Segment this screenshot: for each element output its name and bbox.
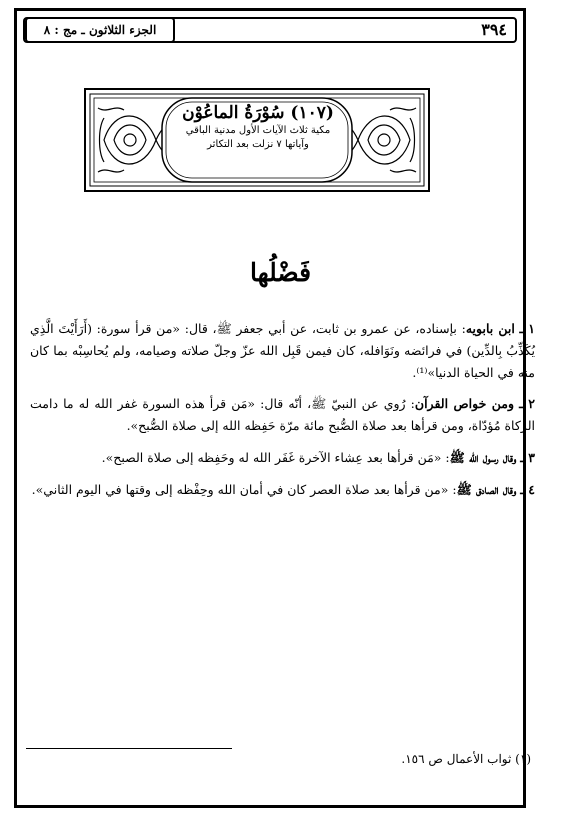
paragraph-text: : «مَن قرأها بعد عِشاء الآخرة غَفَر الله له وحَفِظه إلى صلاة الصبح». [101, 449, 450, 465]
paragraph-number: ٤ ـ [520, 481, 535, 497]
paragraph [30, 479, 535, 501]
footnote: (١) ثواب الأعمال ص ١٥٦. [401, 752, 531, 766]
body-text [30, 318, 535, 511]
paragraph-number: ٢ ـ [519, 396, 535, 412]
paragraph-lead: ابن بابويه [465, 321, 515, 336]
page-number: ٣٩٤ [481, 20, 507, 39]
page-header [23, 17, 517, 43]
surah-title: (١٠٧) سُوْرَةُ الماعُوْن [182, 103, 334, 123]
paragraph-number: ٣ ـ [520, 449, 535, 465]
paragraph-lead: وقال رسول الله ﷺ [449, 449, 517, 465]
footnote-divider [26, 748, 232, 749]
volume-label: الجزء الثلاثون ـ مج : ٨ [25, 17, 175, 43]
surah-title-panel [164, 100, 352, 176]
section-title: فَضْلُها [249, 258, 312, 287]
surah-verse-count: وآياتها ٧ نزلت بعد التكاثر [207, 139, 309, 150]
paragraph [30, 393, 535, 437]
surah-revelation-info: مكية ثلاث الآيات الأول مدنية الباقي [185, 125, 331, 136]
paragraph [30, 318, 535, 383]
paragraph-number: ١ ـ [519, 321, 535, 336]
paragraph-lead: ومن خواص القرآن [414, 396, 515, 412]
paragraph-text: : بإسناده، عن عمرو بن ثابت، عن أبي جعفر ﷺ، قال: «من قرأ سورة: (أَرَأَيْتَ الَّذِي يُكَذِّبُ بِالدِّين) في فرائضه ونَوَافله، كان فيمن قَبِل الله عزّ وجلّ صلاته وصيامه، ولم يُحاسِبْه بما كان منه في الحياة الدنيا»⁽¹⁾. [30, 321, 535, 380]
paragraph-text: : رُوي عن النبيّ ﷺ، أنّه قال: «مَن قرأ هذه السورة غفر الله له ما دامت الزكاة مُؤدّاة، ومن قرأها بعد صلاة الصُّبح مائة مرّة حَفِظه الله إلى صلاة الصُّبح». [30, 396, 535, 434]
paragraph [30, 447, 535, 469]
paragraph-lead: وقال الصادق ﷺ [456, 481, 517, 497]
paragraph-text: : «من قرأها بعد صلاة العصر كان في أمان الله وحِفْظه إلى وقتها في اليوم الثاني». [31, 481, 457, 497]
